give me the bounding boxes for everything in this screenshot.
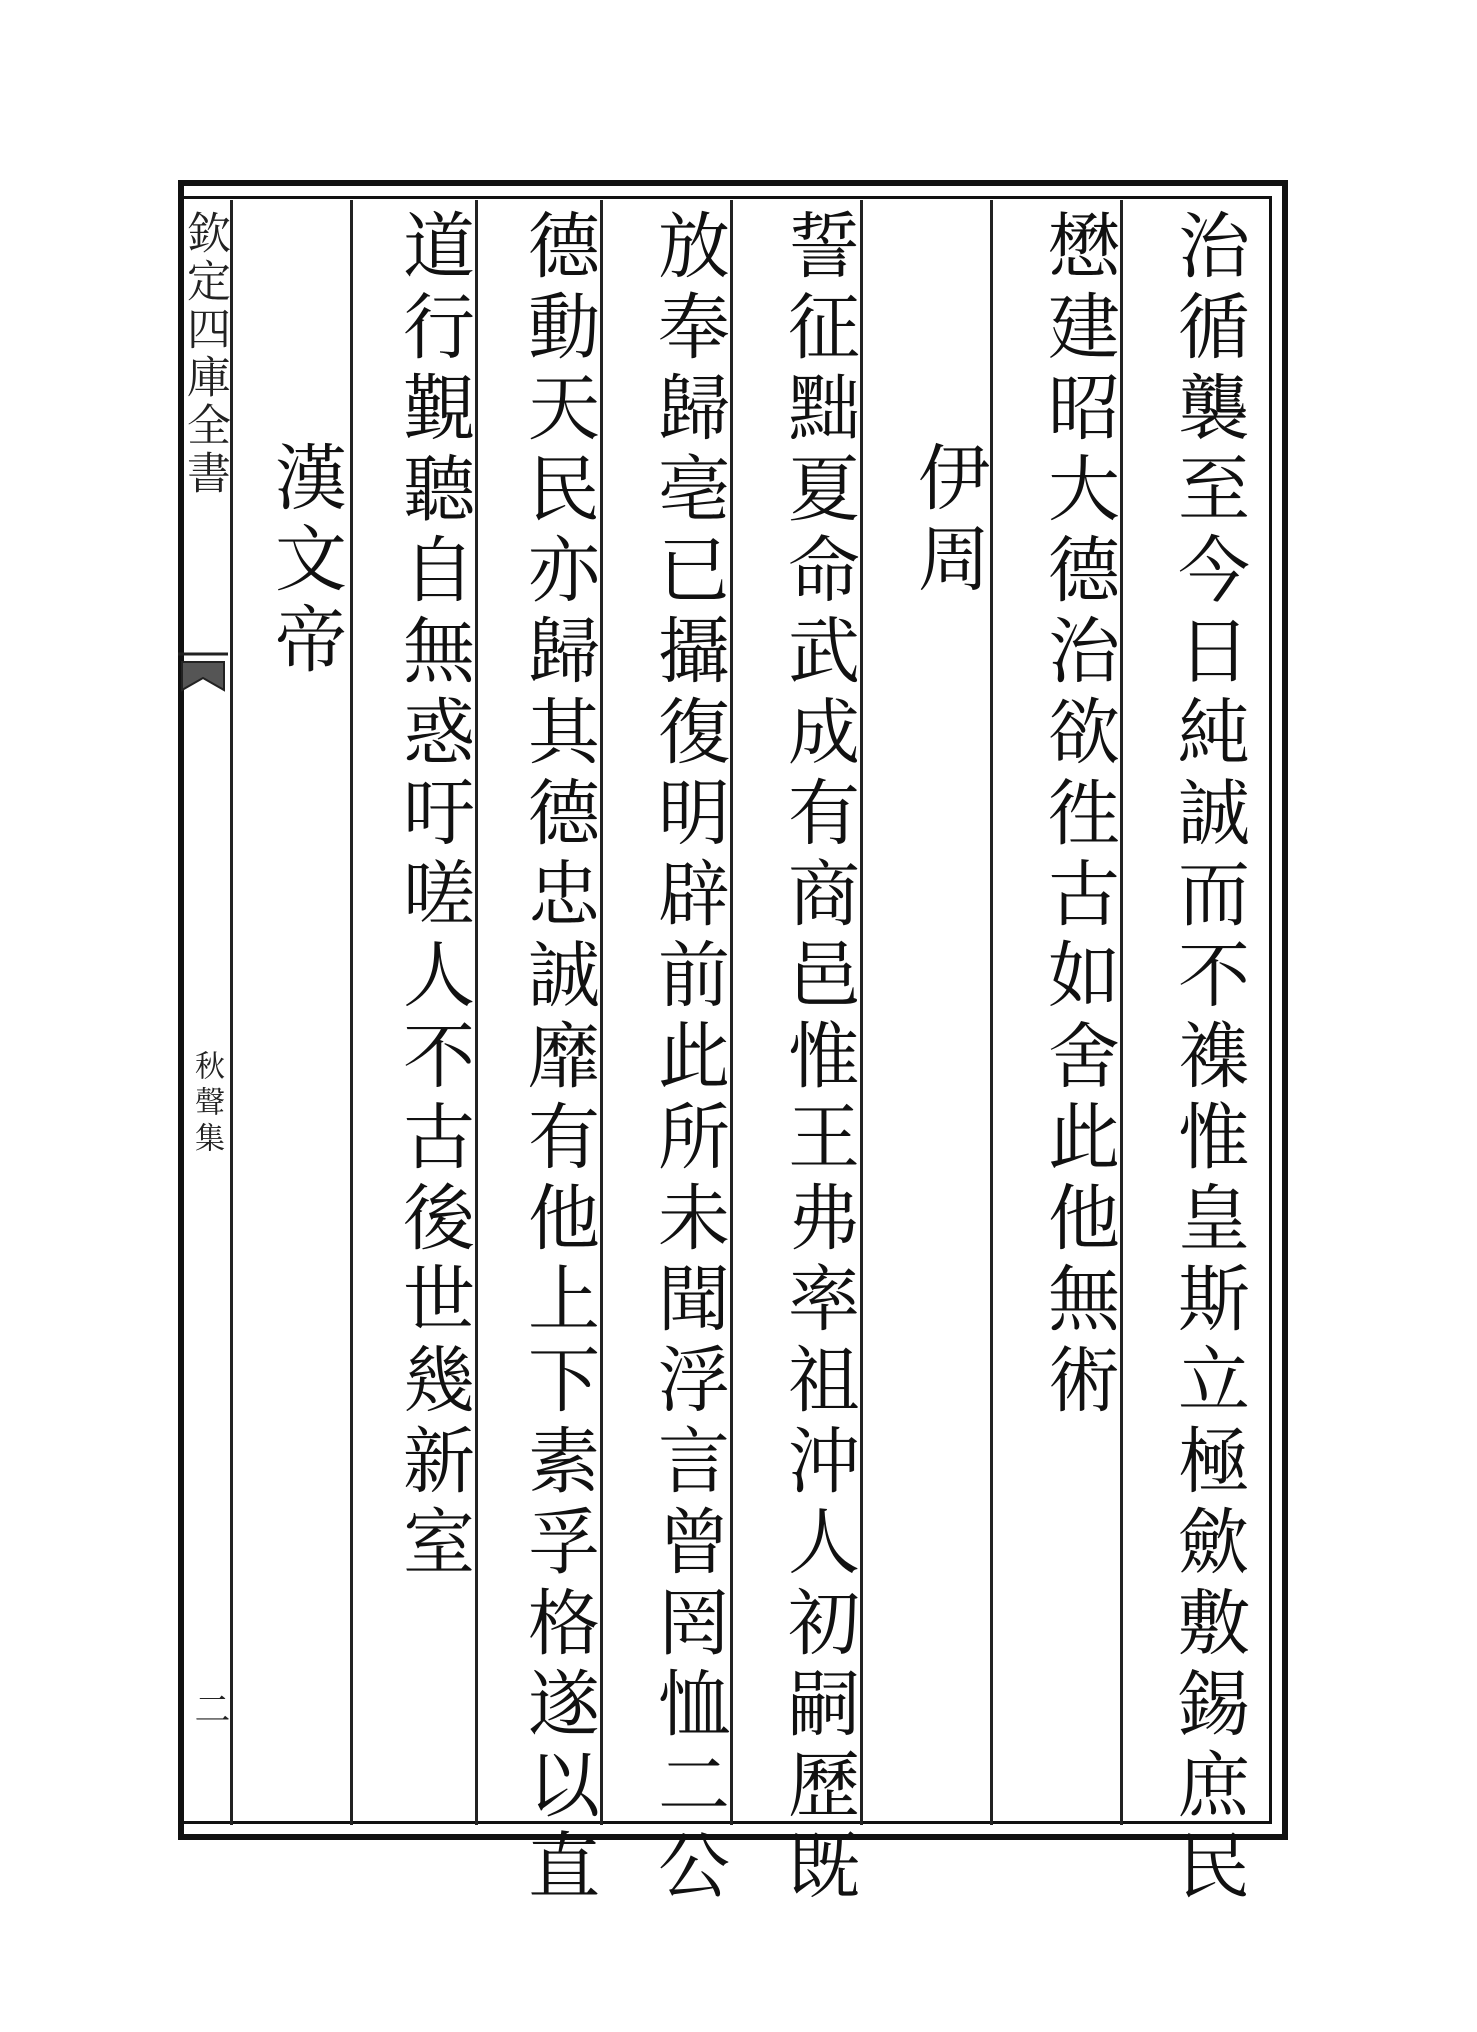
- block-edge: [178, 180, 230, 1840]
- text-column-2: 懋建昭大德治欲徃古如舍此他無術: [1036, 208, 1120, 1423]
- text-column-1: 治循襲至今日純誠而不襍惟皇斯立極歛敷錫庶民: [1166, 208, 1250, 1909]
- collection-name: 秋聲集: [189, 1050, 224, 1158]
- fishtail-mark: [178, 650, 228, 710]
- page-number: 二: [189, 1690, 230, 1726]
- book-title: 欽定四庫全書: [179, 210, 230, 498]
- text-column-6: 德動天民亦歸其德忠誠靡有他上下素孚格遂以直: [516, 208, 600, 1909]
- frame-top-rule: [184, 196, 1272, 199]
- text-column-7: 道行覲聽自無惑吁嗟人不古後世幾新室: [391, 208, 475, 1585]
- heading-column-hanwendi: 漢文帝: [263, 440, 347, 683]
- column-divider: [230, 200, 233, 1825]
- heading-column-yizhou: 伊周: [906, 440, 990, 602]
- frame-right-rule: [1269, 198, 1272, 1822]
- text-column-5: 放奉歸亳已攝復明辟前此所未聞浮言曾罔恤二公: [646, 208, 730, 1909]
- text-column-4: 誓征黜夏命武成有商邑惟王弗率祖沖人初嗣歷既: [776, 208, 860, 1909]
- column-divider: [350, 200, 353, 1825]
